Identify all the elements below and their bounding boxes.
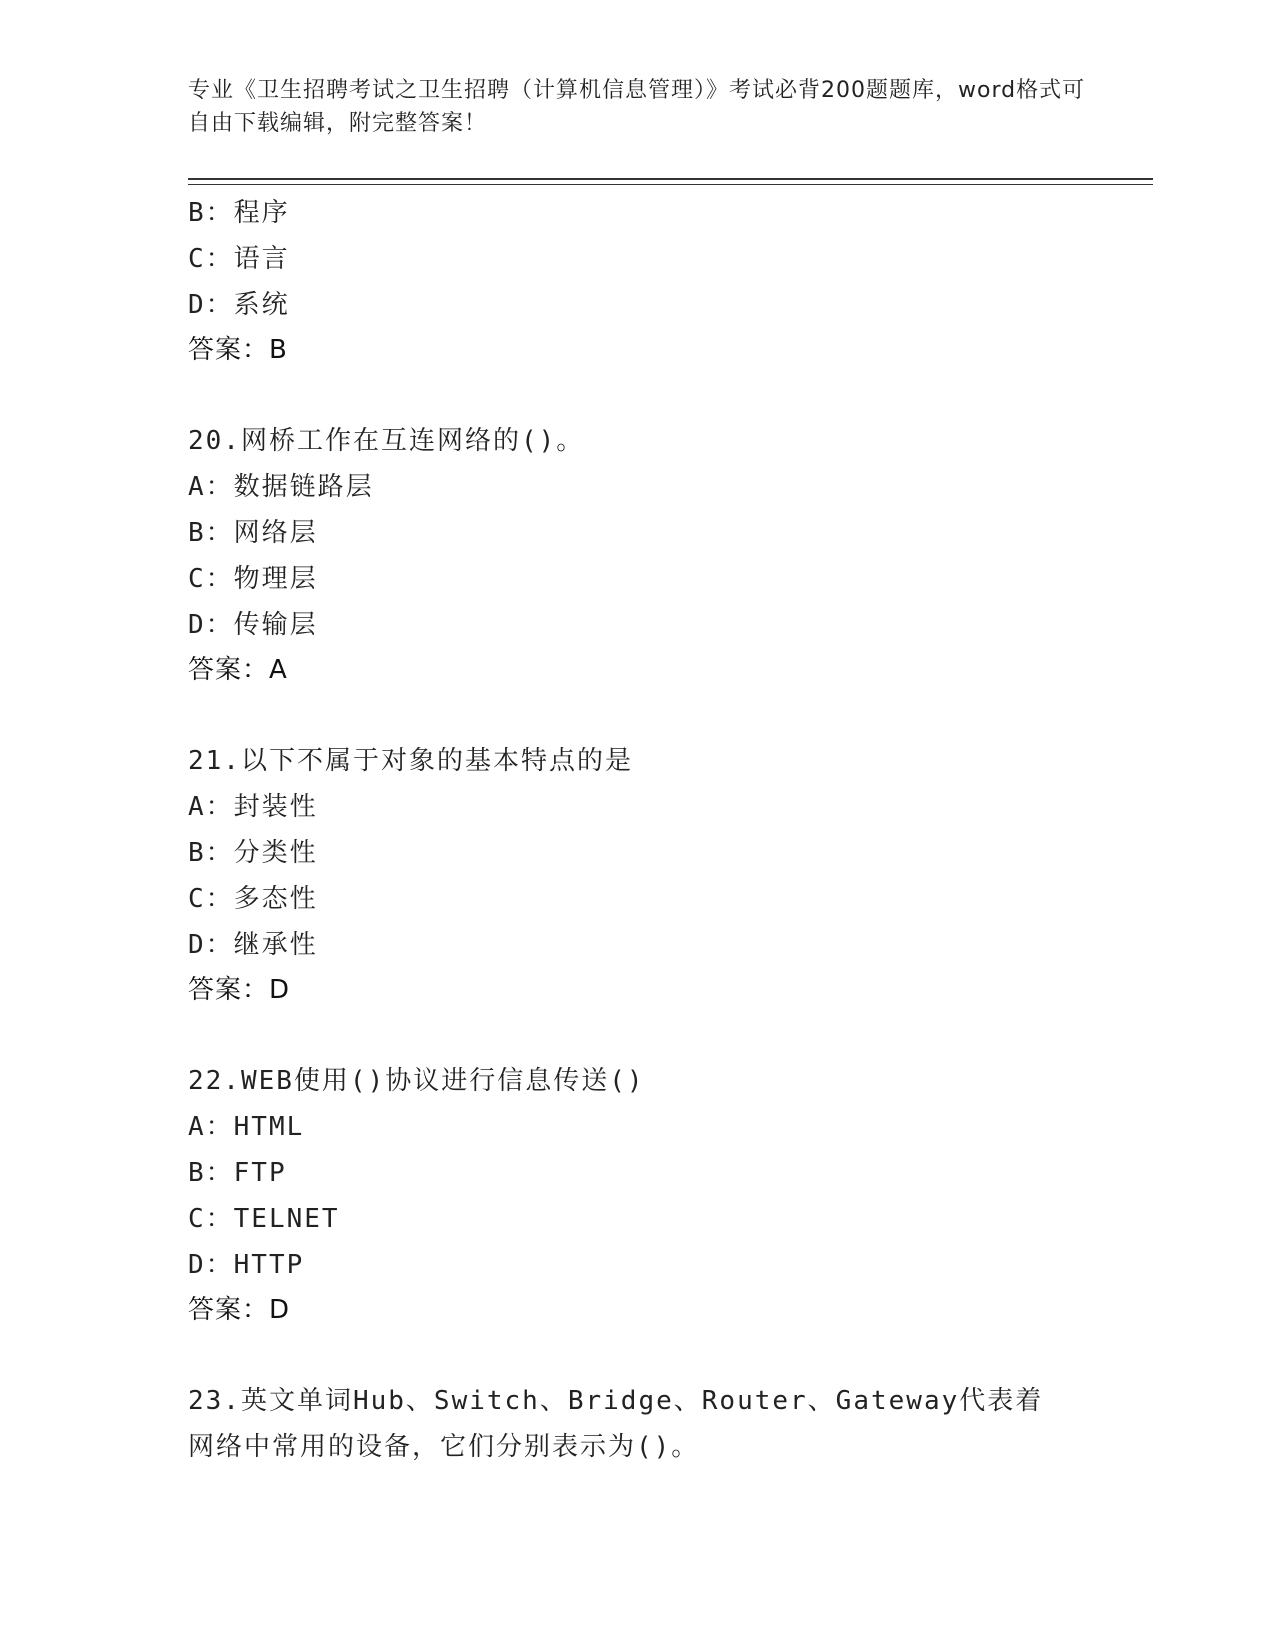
option-c: C：多态性 xyxy=(188,884,318,914)
header-rule-thick xyxy=(188,178,1153,180)
option-a: A：HTML xyxy=(188,1112,305,1142)
question-text: 21.以下不属于对象的基本特点的是 xyxy=(188,746,633,776)
header-rule-thin xyxy=(188,184,1153,185)
option-b: B：程序 xyxy=(188,198,290,228)
answer-line: 答案：D xyxy=(188,1295,291,1325)
option-a: A：封装性 xyxy=(188,792,318,822)
question-list xyxy=(188,190,1148,1470)
option-a: A：数据链路层 xyxy=(188,472,374,502)
question-block-21 xyxy=(188,738,1148,1012)
question-block-19 xyxy=(188,190,1148,372)
option-b: B：分类性 xyxy=(188,838,318,868)
document-header: 专业《卫生招聘考试之卫生招聘（计算机信息管理）》考试必背200题题库，word格式可自由下载编辑，附完整答案！ xyxy=(188,78,1086,136)
option-d: D：传输层 xyxy=(188,610,318,640)
question-block-23 xyxy=(188,1378,1148,1470)
option-c: C：语言 xyxy=(188,244,290,274)
answer-line: 答案：D xyxy=(188,975,291,1005)
question-text: 20.网桥工作在互连网络的()。 xyxy=(188,426,585,456)
option-b: B：网络层 xyxy=(188,518,318,548)
question-text: 23.英文单词Hub、Switch、Bridge、Router、Gateway代表着网络中常用的设备，它们分别表示为()。 xyxy=(188,1386,1044,1462)
answer-line: 答案：A xyxy=(188,655,288,685)
option-d: D：系统 xyxy=(188,290,290,320)
answer-line: 答案：B xyxy=(188,335,288,365)
question-block-22 xyxy=(188,1058,1148,1332)
question-block-20 xyxy=(188,418,1148,692)
question-text: 22.WEB使用()协议进行信息传送() xyxy=(188,1066,645,1096)
option-c: C：TELNET xyxy=(188,1204,340,1234)
option-c: C：物理层 xyxy=(188,564,318,594)
option-d: D：继承性 xyxy=(188,930,318,960)
option-d: D：HTTP xyxy=(188,1250,305,1280)
option-b: B：FTP xyxy=(188,1158,287,1188)
